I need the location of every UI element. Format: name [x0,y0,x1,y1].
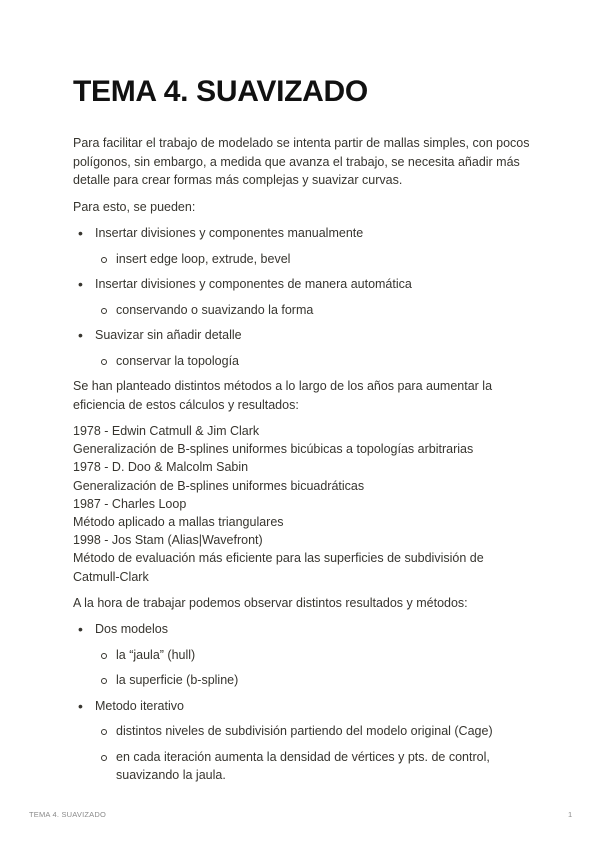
bullet-list-results [73,620,533,785]
history-line: 1987 - Charles Loop [73,496,187,511]
methods-intro-paragraph: Se han planteado distintos métodos a lo largo de los años para aumentar la eficiencia de estos cálculos y resultados: [73,379,493,412]
para-esto-paragraph: Para esto, se pueden: [73,199,196,214]
sub-list [95,352,533,371]
page-number: 1 [568,810,573,819]
list-item: • Suavizar sin añadir detalle conservar la topología [73,326,533,370]
sub-list-item: la “jaula” (hull) [95,646,533,665]
list-item: • Dos modelos la “jaula” (hull) la superficie (b-spline) [73,620,533,690]
list-item: • Insertar divisiones y componentes manualmente insert edge loop, extrude, bevel [73,224,533,268]
sub-list-item: insert edge loop, extrude, bevel [95,250,533,269]
history-block [73,422,533,586]
sub-list [95,646,533,690]
list-item: • Insertar divisiones y componentes de manera automática conservando o suavizando la forma [73,275,533,319]
intro-paragraph: Para facilitar el trabajo de modelado se intenta partir de mallas simples, con pocos polígonos, sin embargo, a medida que avanza el trabajo, se necesita añadir más detalle para crear formas más complejas y suavizar curvas. [73,136,530,187]
history-line: Generalización de B-splines uniformes bicuadráticas [73,478,365,493]
sub-list-item: conservando o suavizando la forma [95,301,533,320]
sub-list-item: distintos niveles de subdivisión partiendo del modelo original (Cage) [95,722,533,741]
history-line: Generalización de B-splines uniformes bicúbicas a topologías arbitrarias [73,442,474,457]
page-title: TEMA 4. SUAVIZADO [73,75,368,108]
sub-list-item: conservar la topología [95,352,533,371]
document-page [73,72,533,792]
sub-list [95,250,533,269]
sub-list [95,301,533,320]
list-item: • Metodo iterativo distintos niveles de subdivisión partiendo del modelo original (Cage) en cada iteración aumenta la densidad de vértices y pts. de control, suavizando la jaula. [73,697,533,785]
history-line: Método de evaluación más eficiente para las superficies de subdivisión de Catmull-Clark [73,551,484,584]
bullet-list-options [73,224,533,370]
sub-list [95,722,533,785]
sub-list-item: la superficie (b-spline) [95,671,533,690]
sub-list-item: en cada iteración aumenta la densidad de vértices y pts. de control, suavizando la jaula. [95,748,533,785]
history-line: 1978 - Edwin Catmull & Jim Clark [73,424,260,438]
history-line: 1998 - Jos Stam (Alias|Wavefront) [73,533,263,548]
results-intro-paragraph: A la hora de trabajar podemos observar distintos resultados y métodos: [73,595,468,610]
history-line: Método aplicado a mallas triangulares [73,515,284,530]
history-line: 1978 - D. Doo & Malcolm Sabin [73,460,249,475]
footer-title: TEMA 4. SUAVIZADO [29,810,107,819]
